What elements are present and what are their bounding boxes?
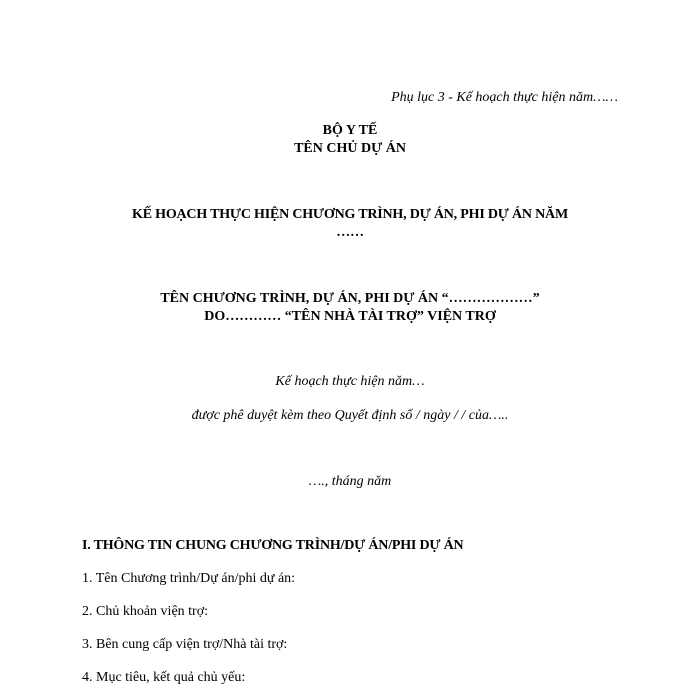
section-heading: I. THÔNG TIN CHUNG CHƯƠNG TRÌNH/DỰ ÁN/PHI DỰ ÁN [82, 538, 464, 553]
program-name [0, 290, 700, 326]
date-line: …., tháng năm [308, 474, 392, 489]
annex-label: Phụ lục 3 - Kế hoạch thực hiện năm…… [391, 90, 618, 105]
list-item: 2. Chủ khoản viện trợ: [82, 604, 208, 619]
list-item: 4. Mục tiêu, kết quả chủ yếu: [82, 670, 246, 685]
plan-title [0, 206, 700, 242]
decision-line: được phê duyệt kèm theo Quyết định số / ngày / / của….. [191, 408, 509, 423]
list-item: 3. Bên cung cấp viện trợ/Nhà tài trợ: [82, 637, 288, 652]
program-name-line-2: DO………… “TÊN NHÀ TÀI TRỢ” VIỆN TRỢ [204, 309, 496, 324]
list-item: 1. Tên Chương trình/Dự án/phi dự án: [82, 571, 296, 586]
program-name-line-1: TÊN CHƯƠNG TRÌNH, DỰ ÁN, PHI DỰ ÁN “………………” [160, 291, 540, 306]
plan-title-line-1: KẾ HOẠCH THỰC HIỆN CHƯƠNG TRÌNH, DỰ ÁN, PHI DỰ ÁN NĂM [132, 207, 568, 222]
header-block [0, 122, 700, 158]
plan-title-line-2: …… [336, 225, 364, 240]
project-owner: TÊN CHỦ DỰ ÁN [294, 141, 406, 156]
ministry-name: BỘ Y TẾ [322, 123, 378, 138]
plan-year-line: Kế hoạch thực hiện năm… [275, 374, 425, 389]
